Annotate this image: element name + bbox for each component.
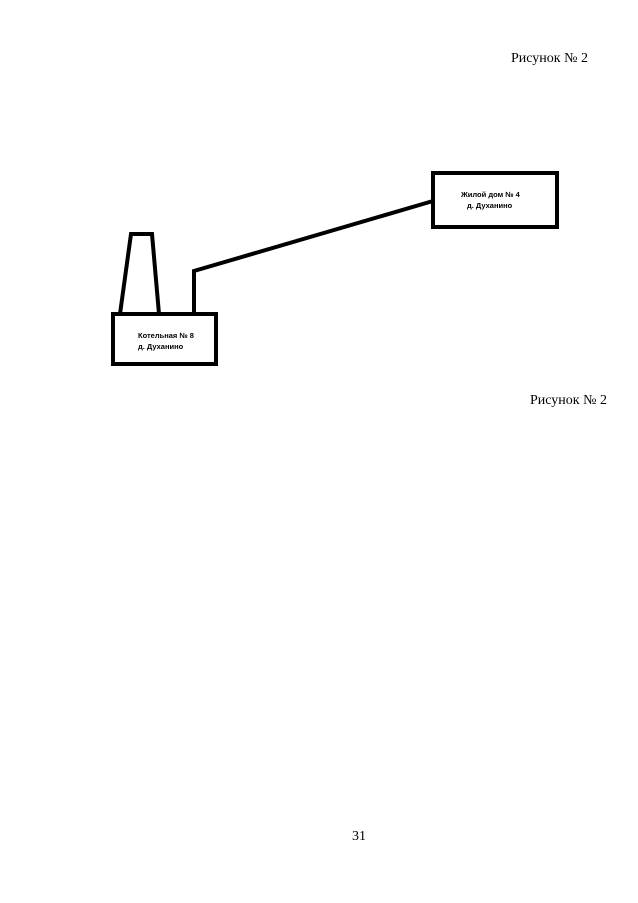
figure-caption-top: Рисунок № 2 bbox=[511, 51, 588, 66]
house-label-line1: Жилой дом № 4 bbox=[461, 190, 520, 199]
page-number: 31 bbox=[352, 829, 366, 844]
figure-caption-middle: Рисунок № 2 bbox=[530, 393, 607, 408]
house-label bbox=[461, 189, 520, 211]
house-label-line2: д. Духанино bbox=[467, 201, 513, 210]
heating-pipeline bbox=[194, 201, 433, 314]
boiler-house-label bbox=[138, 330, 194, 352]
boiler-label-line2: д. Духанино bbox=[138, 342, 184, 351]
chimney-shape bbox=[120, 234, 159, 314]
boiler-label-line1: Котельная № 8 bbox=[138, 331, 194, 340]
